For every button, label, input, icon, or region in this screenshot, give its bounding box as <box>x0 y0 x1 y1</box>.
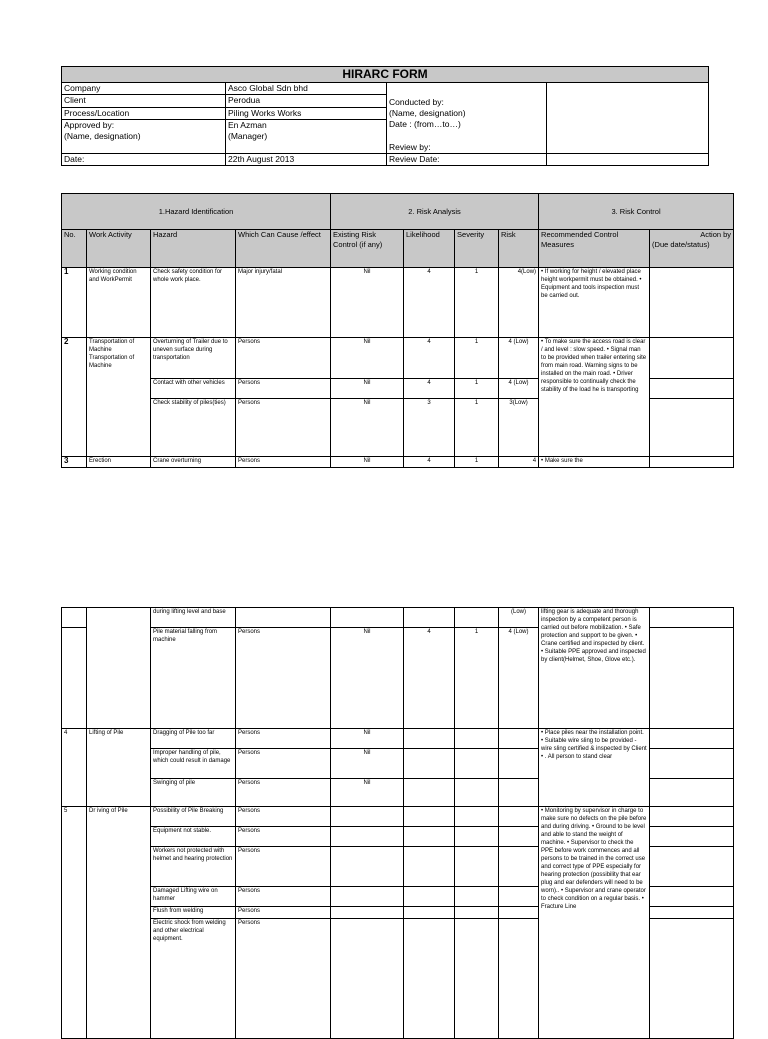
action-by <box>650 268 734 338</box>
likelihood <box>404 887 455 907</box>
severity <box>455 847 499 887</box>
hazard-risk-table <box>61 193 734 468</box>
likelihood: 3 <box>404 399 455 457</box>
recommended-control: lifting gear is adequate and thorough inspection by a competent person is carried out before mobilization. • Safe protection and support to be given. • Crane certified and inspected by client. • Suitable PPE approved and inspected by client(Helmet, Shoe, Glove etc.). <box>539 608 650 729</box>
hazard: Improper handling of pile, which could result in damage <box>151 749 236 779</box>
effect: Persons <box>236 628 331 729</box>
effect: Persons <box>236 807 331 827</box>
table-row <box>62 338 734 379</box>
risk <box>499 887 539 907</box>
risk: 3(Low) <box>499 399 539 457</box>
action-by <box>650 887 734 907</box>
section-risk-control: 3. Risk Control <box>539 194 734 230</box>
work-activity: Transportation of Machine Transportation of Machine <box>87 338 151 457</box>
risk <box>499 729 539 749</box>
col-risk: Risk <box>499 230 539 268</box>
action-by <box>650 608 734 628</box>
existing-control <box>331 807 404 827</box>
severity: 1 <box>455 338 499 379</box>
severity <box>455 907 499 919</box>
likelihood <box>404 907 455 919</box>
table-row <box>62 807 734 827</box>
action-by <box>650 399 734 457</box>
hazard: Possibility of Pile Breaking <box>151 807 236 827</box>
existing-control: Nil <box>331 749 404 779</box>
likelihood <box>404 608 455 628</box>
action-by <box>650 338 734 379</box>
risk: 4 (Low) <box>499 379 539 399</box>
col-existing-control: Existing Risk Control (if any) <box>331 230 404 268</box>
conducted-date-label: Date : (from…to…) <box>389 119 461 129</box>
existing-control <box>331 907 404 919</box>
table-row <box>62 268 734 338</box>
review-by-label: Review by: <box>389 142 431 152</box>
work-activity <box>87 608 151 729</box>
action-by <box>650 749 734 779</box>
col-likelihood: Likelihood <box>404 230 455 268</box>
risk: 4(Low) <box>499 268 539 338</box>
action-by <box>650 628 734 729</box>
row-number: 2 <box>62 338 87 457</box>
col-action-due: (Due date/status) <box>652 240 710 249</box>
hazard: Contact with other vehicles <box>151 379 236 399</box>
conducted-by-cell <box>387 83 547 154</box>
severity <box>455 608 499 628</box>
table-row <box>62 457 734 468</box>
col-work-activity: Work Activity <box>87 230 151 268</box>
effect: Persons <box>236 399 331 457</box>
hazard: Electric shock from welding and other electrical equipment. <box>151 919 236 1039</box>
risk: (Low) <box>499 608 539 628</box>
client-label: Client <box>62 95 226 107</box>
risk: 4 (Low) <box>499 628 539 729</box>
existing-control: Nil <box>331 338 404 379</box>
existing-control <box>331 847 404 887</box>
severity <box>455 779 499 807</box>
risk <box>499 847 539 887</box>
effect: Persons <box>236 779 331 807</box>
action-by <box>650 807 734 827</box>
col-action-by-label: Action by <box>700 230 732 239</box>
hazard: Workers not protected with helmet and hearing protection <box>151 847 236 887</box>
col-effect: Which Can Cause /effect <box>236 230 331 268</box>
severity <box>455 807 499 827</box>
severity <box>455 919 499 1039</box>
hazard: Flush from welding <box>151 907 236 919</box>
work-activity: Erection <box>87 457 151 468</box>
hirarc-header-table <box>61 66 709 166</box>
severity: 1 <box>455 457 499 468</box>
effect: Persons <box>236 887 331 907</box>
hazard: Overturning of Trailer due to uneven surface during transportation <box>151 338 236 379</box>
approved-by-designation-label: (Name, designation) <box>64 131 141 141</box>
severity: 1 <box>455 379 499 399</box>
effect: Persons <box>236 379 331 399</box>
severity <box>455 729 499 749</box>
existing-control: Nil <box>331 729 404 749</box>
col-no: No. <box>62 230 87 268</box>
hazard: Equipment not stable. <box>151 827 236 847</box>
approved-by-name: En Azman <box>228 120 267 130</box>
row-number: 1 <box>62 268 87 338</box>
recommended-control: • Make sure the <box>539 457 650 468</box>
form-title: HIRARC FORM <box>62 67 709 83</box>
date-value: 22th August 2013 <box>226 154 387 166</box>
hazard: Pile material falling from machine <box>151 628 236 729</box>
risk <box>499 779 539 807</box>
severity <box>455 827 499 847</box>
row-number: 3 <box>62 457 87 468</box>
col-severity: Severity <box>455 230 499 268</box>
action-by <box>650 907 734 919</box>
likelihood <box>404 729 455 749</box>
risk <box>499 919 539 1039</box>
likelihood <box>404 749 455 779</box>
work-activity: Dr iving of Pile <box>87 807 151 1039</box>
table-row <box>62 729 734 749</box>
existing-control: Nil <box>331 379 404 399</box>
action-by <box>650 729 734 749</box>
action-by <box>650 919 734 1039</box>
risk: 4 <box>499 457 539 468</box>
date-label: Date: <box>62 154 226 166</box>
severity: 1 <box>455 628 499 729</box>
likelihood <box>404 779 455 807</box>
effect <box>236 608 331 628</box>
effect: Persons <box>236 907 331 919</box>
conducted-by-label: Conducted by: <box>389 97 444 107</box>
hazard: Crane overturning <box>151 457 236 468</box>
company-label: Company <box>62 83 226 95</box>
process-label: Process/Location <box>62 107 226 119</box>
approved-by-designation: (Manager) <box>228 131 268 141</box>
effect: Persons <box>236 847 331 887</box>
row-number <box>62 628 87 729</box>
effect: Major injury/fatal <box>236 268 331 338</box>
likelihood: 4 <box>404 628 455 729</box>
hazard-risk-table-continued <box>61 607 734 1039</box>
effect: Persons <box>236 919 331 1039</box>
effect: Persons <box>236 338 331 379</box>
review-date-label: Review Date: <box>387 154 547 166</box>
risk: 4 (Low) <box>499 338 539 379</box>
action-by <box>650 779 734 807</box>
risk <box>499 749 539 779</box>
effect: Persons <box>236 457 331 468</box>
effect: Persons <box>236 729 331 749</box>
row-number: 4 <box>62 729 87 807</box>
process-value: Piling Works Works <box>226 107 387 119</box>
likelihood <box>404 827 455 847</box>
severity <box>455 887 499 907</box>
existing-control <box>331 887 404 907</box>
existing-control: Nil <box>331 268 404 338</box>
likelihood <box>404 919 455 1039</box>
action-by <box>650 379 734 399</box>
effect: Persons <box>236 827 331 847</box>
conducted-by-designation: (Name, designation) <box>389 108 466 118</box>
recommended-control: • Place piles near the installation point. • Suitable wire sling to be provided - wire sling certified & inspected by Client • . All person to stand clear <box>539 729 650 807</box>
row-number: 5 <box>62 807 87 1039</box>
hazard: during lifting level and base <box>151 608 236 628</box>
col-action-by <box>650 230 734 268</box>
existing-control: Nil <box>331 457 404 468</box>
severity <box>455 749 499 779</box>
severity: 1 <box>455 268 499 338</box>
existing-control <box>331 827 404 847</box>
existing-control: Nil <box>331 628 404 729</box>
likelihood: 4 <box>404 379 455 399</box>
work-activity: Working condition and WorkPermit <box>87 268 151 338</box>
action-by <box>650 847 734 887</box>
risk <box>499 827 539 847</box>
likelihood: 4 <box>404 338 455 379</box>
existing-control: Nil <box>331 779 404 807</box>
effect: Persons <box>236 749 331 779</box>
existing-control <box>331 608 404 628</box>
review-date-value <box>547 154 709 166</box>
likelihood: 4 <box>404 457 455 468</box>
col-recommended-control: Recommended Control Measures <box>539 230 650 268</box>
likelihood: 4 <box>404 268 455 338</box>
existing-control: Nil <box>331 399 404 457</box>
risk <box>499 907 539 919</box>
recommended-control: • Monitoring by supervisor in charge to make sure no defects on the pile before and during driving. • Ground to be level and able to stand the weight of machine. • Supervisor to check the PPE before work commences and all persons to be trained in the correct use and correct type of PPE especially for hearing protection (possibility that ear plug and ear defenders will need to be worn).. • Supervisor and crane operator to check condition on a regular basis. • Fracture Line <box>539 807 650 1039</box>
hazard: Damaged Lifting wire on hammer <box>151 887 236 907</box>
conducted-by-value <box>547 83 709 154</box>
approved-by-label: Approved by: <box>64 120 115 130</box>
section-hazard-identification: 1.Hazard Identification <box>62 194 331 230</box>
hazard: Swinging of pile <box>151 779 236 807</box>
recommended-control: • If working for height / elevated place height workpermit must be obtained. • Equipment and tools inspection must be carried out. <box>539 268 650 338</box>
company-value: Asco Global Sdn bhd <box>226 83 387 95</box>
risk <box>499 807 539 827</box>
hazard: Check stability of piles(ties) <box>151 399 236 457</box>
existing-control <box>331 919 404 1039</box>
likelihood <box>404 807 455 827</box>
section-risk-analysis: 2. Risk Analysis <box>331 194 539 230</box>
hazard: Check safety condition for whole work place. <box>151 268 236 338</box>
recommended-control: • To make sure the access road is clear / and level : slow speed. • Signal man to be provided when trailer entering site from main road. Warning signs to be installed on the main road. • Driver responsible to continually check the stability of the load he is transporting <box>539 338 650 457</box>
action-by <box>650 457 734 468</box>
work-activity: Lifting of Pile <box>87 729 151 807</box>
likelihood <box>404 847 455 887</box>
table-row <box>62 608 734 628</box>
col-hazard: Hazard <box>151 230 236 268</box>
hazard: Dragging of Pile too far <box>151 729 236 749</box>
client-value: Perodua <box>226 95 387 107</box>
action-by <box>650 827 734 847</box>
row-number <box>62 608 87 628</box>
severity: 1 <box>455 399 499 457</box>
